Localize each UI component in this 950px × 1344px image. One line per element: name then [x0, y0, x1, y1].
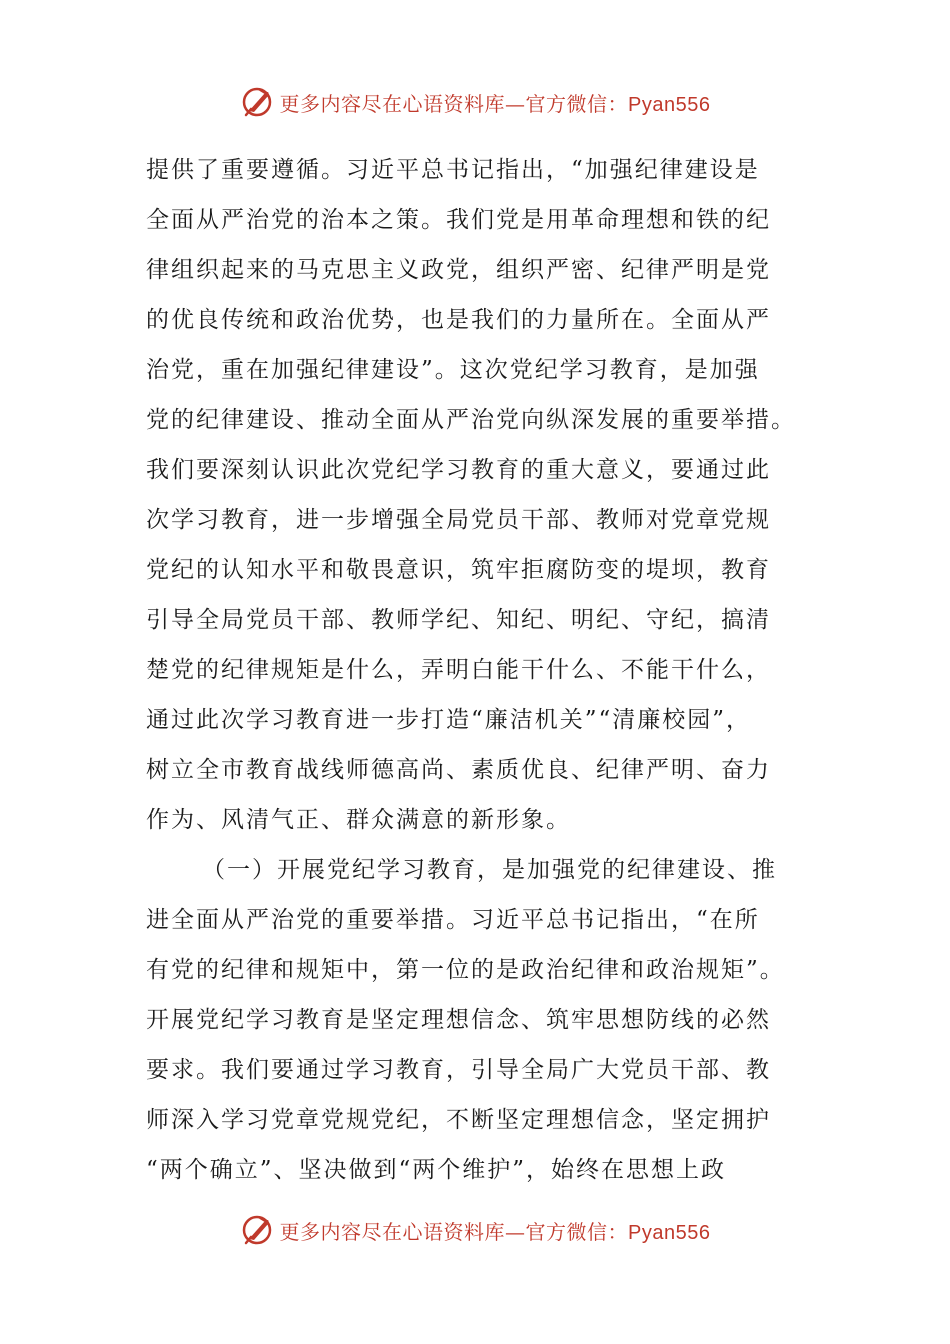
header-wechat-account: Pyan556 — [628, 93, 711, 116]
quill-logo-icon — [240, 84, 276, 120]
body-line: 树立全市教育战线师德高尚、素质优良、纪律严明、奋力 — [146, 757, 771, 783]
body-line: 开展党纪学习教育是坚定理想信念、筑牢思想防线的必然 — [146, 1007, 771, 1033]
body-line: 进全面从严治党的重要举措。习近平总书记指出，“在所 — [146, 907, 760, 933]
header-banner — [0, 80, 950, 124]
body-line: 我们要深刻认识此次党纪学习教育的重大意义，要通过此 — [146, 457, 771, 483]
footer-wechat-account: Pyan556 — [628, 1221, 711, 1244]
body-line: 全面从严治党的治本之策。我们党是用革命理想和铁的纪 — [146, 207, 771, 233]
body-line: 党的纪律建设、推动全面从严治党向纵深发展的重要举措。 — [146, 407, 796, 433]
body-line: 有党的纪律和规矩中，第一位的是政治纪律和政治规矩”。 — [146, 957, 785, 983]
body-line: 的优良传统和政治优势，也是我们的力量所在。全面从严 — [146, 307, 771, 333]
body-line: 治党，重在加强纪律建设”。这次党纪学习教育，是加强 — [146, 357, 760, 383]
body-line: 师深入学习党章党规党纪，不断坚定理想信念，坚定拥护 — [146, 1107, 771, 1133]
body-line: 要求。我们要通过学习教育，引导全局广大党员干部、教 — [146, 1057, 771, 1083]
body-line: 通过此次学习教育进一步打造“廉洁机关”“清廉校园”， — [146, 707, 752, 733]
body-line: 律组织起来的马克思主义政党，组织严密、纪律严明是党 — [146, 257, 771, 283]
header-banner-text: 更多内容尽在心语资料库—官方微信：Pyan556 — [279, 91, 711, 116]
body-line: 引导全局党员干部、教师学纪、知纪、明纪、守纪，搞清 — [146, 607, 771, 633]
footer-banner-text: 更多内容尽在心语资料库—官方微信：Pyan556 — [279, 1219, 711, 1244]
body-line: 楚党的纪律规矩是什么，弄明白能干什么、不能干什么， — [146, 657, 771, 683]
quill-logo-icon — [240, 1212, 276, 1248]
body-line: 党纪的认知水平和敬畏意识，筑牢拒腐防变的堤坝，教育 — [146, 557, 771, 583]
body-line: 作为、风清气正、群众满意的新形象。 — [146, 807, 571, 833]
body-line: 次学习教育，进一步增强全局党员干部、教师对党章党规 — [146, 507, 771, 533]
body-line: 提供了重要遵循。习近平总书记指出，“加强纪律建设是 — [146, 157, 760, 183]
footer-banner — [0, 1208, 950, 1252]
document-body — [146, 145, 806, 1195]
body-line: “两个确立”、坚决做到“两个维护”，始终在思想上政 — [146, 1157, 727, 1183]
section-heading-line: （一）开展党纪学习教育，是加强党的纪律建设、推 — [202, 857, 777, 883]
